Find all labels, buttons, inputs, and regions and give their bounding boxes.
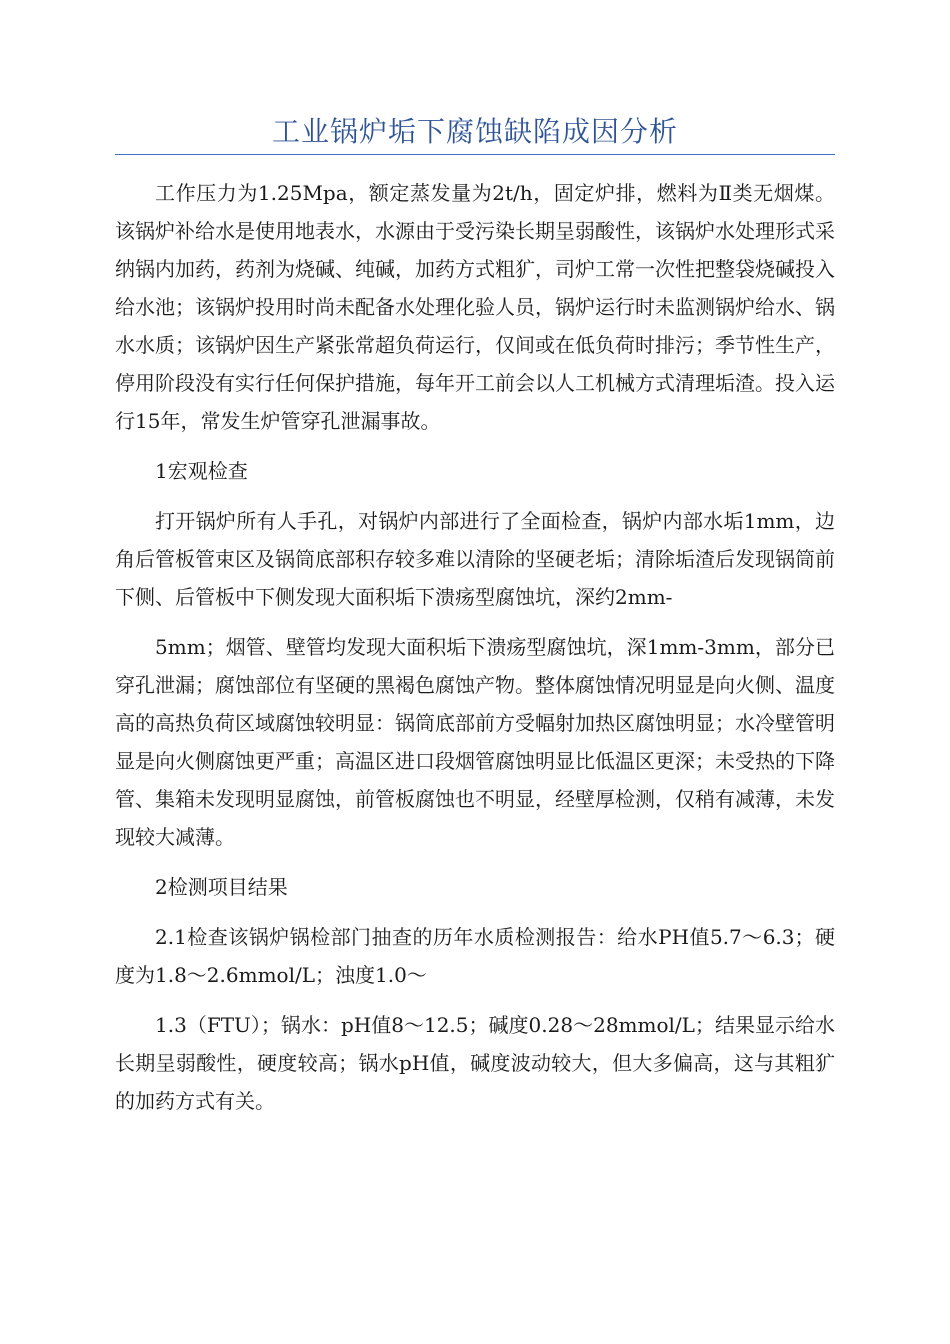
document-body <box>115 174 835 1132</box>
section-heading-test-results: 2检测项目结果 <box>155 875 288 899</box>
paragraph-water-quality-2: 1.3（FTU）；锅水：pH值8～12.5；碱度0.28～28mmol/L；结果显示给水长期呈弱酸性，硬度较高；锅水pH值，碱度波动较大，但大多偏高，这与其粗犷的加药方式有关。 <box>115 1013 835 1113</box>
paragraph-intro: 工作压力为1.25Mpa，额定蒸发量为2t/h，固定炉排，燃料为Ⅱ类无烟煤。该锅炉补给水是使用地表水，水源由于受污染长期呈弱酸性，该锅炉水处理形式采纳锅内加药，药剂为烧碱、纯碱，加药方式粗犷，司炉工常一次性把整袋烧碱投入给水池；该锅炉投用时尚未配备水处理化验人员，锅炉运行时未监测锅炉给水、锅水水质；该锅炉因生产紧张常超负荷运行，仅间或在低负荷时排污；季节性生产，停用阶段没有实行任何保护措施，每年开工前会以人工机械方式清理垢渣。投入运行15年，常发生炉管穿孔泄漏事故。 <box>115 181 835 433</box>
paragraph-inspection-1: 打开锅炉所有人手孔，对锅炉内部进行了全面检查，锅炉内部水垢1mm，边角后管板管束区及锅筒底部积存较多难以清除的坚硬老垢；清除垢渣后发现锅筒前下侧、后管板中下侧发现大面积垢下溃疡型腐蚀坑，深约2mm- <box>115 509 835 609</box>
title-underline <box>115 154 835 155</box>
section-heading-macro-inspection: 1宏观检查 <box>155 459 248 483</box>
paragraph-inspection-2: 5mm；烟管、壁管均发现大面积垢下溃疡型腐蚀坑，深1mm-3mm，部分已穿孔泄漏；腐蚀部位有坚硬的黑褐色腐蚀产物。整体腐蚀情况明显是向火侧、温度高的高热负荷区域腐蚀较明显：锅筒底部前方受幅射加热区腐蚀明显；水冷壁管明显是向火侧腐蚀更严重；高温区进口段烟管腐蚀明显比低温区更深；未受热的下降管、集箱未发现明显腐蚀，前管板腐蚀也不明显，经壁厚检测，仅稍有减薄，未发现较大减薄。 <box>115 635 835 849</box>
paragraph-water-quality-1: 2.1检查该锅炉锅检部门抽查的历年水质检测报告：给水PH值5.7～6.3；硬度为1.8～2.6mmol/L；浊度1.0～ <box>115 925 835 987</box>
document-title: 工业锅炉垢下腐蚀缺陷成因分析 <box>271 115 678 148</box>
